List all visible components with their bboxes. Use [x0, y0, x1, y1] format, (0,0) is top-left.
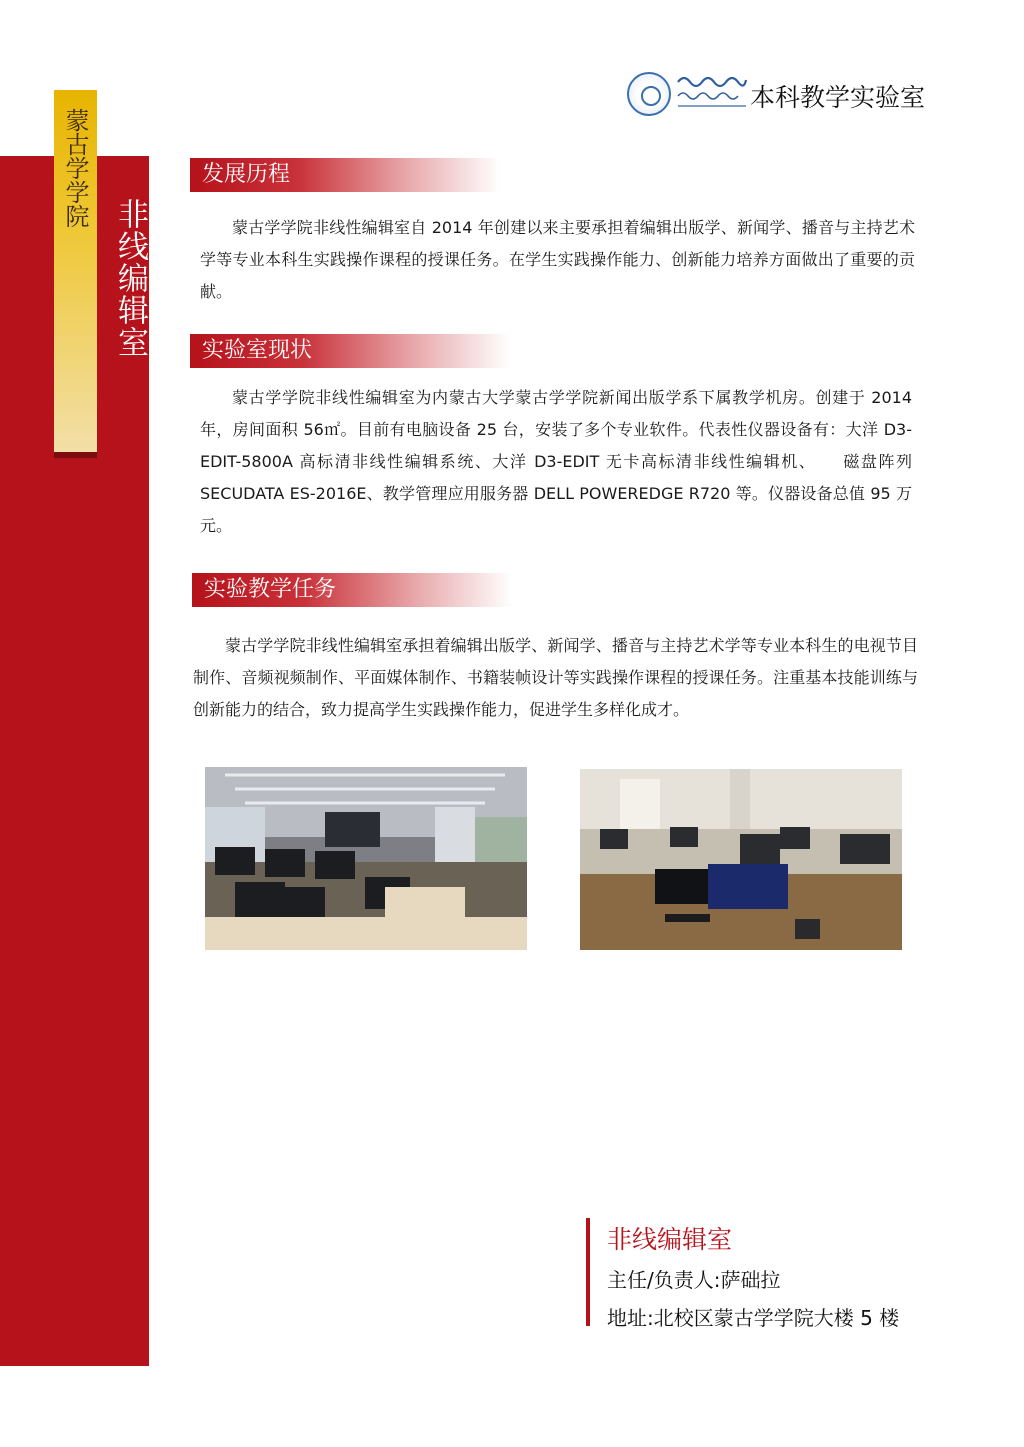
section-body-status: 蒙古学学院非线性编辑室为内蒙古大学蒙古学学院新闻出版学系下属教学机房。创建于 2014 年，房间面积 56㎡。目前有电脑设备 25 台，安装了多个专业软件。代表性仪器设备有：大洋 D3-EDIT-5800A 高标清非线性编辑系统、大洋 D3-EDIT 无卡高标清非线性编辑机、 磁盘阵列 SECUDATA ES-2016E、教学管理应用服务器 DELL POWEREDGE R720 等。仪器设备总值 95 万元。	[200, 388, 912, 535]
section-body-history: 蒙古学学院非线性编辑室自 2014 年创建以来主要承担着编辑出版学、新闻学、播音与主持艺术学等专业本科生实践操作课程的授课任务。在学生实践操作能力、创新能力培养方面做出了重要的贡献。	[200, 218, 915, 301]
college-name-vertical: 蒙古学学院	[61, 108, 89, 228]
header-title: 本科教学实验室	[750, 83, 926, 112]
contact-address: 地址:北校区蒙古学学院大楼 5 楼	[607, 1306, 900, 1330]
lab-name-vertical: 非线编辑室	[112, 198, 148, 358]
section-body-tasks: 蒙古学学院非线性编辑室承担着编辑出版学、新闻学、播音与主持艺术学等专业本科生的电视节目制作、音频视频制作、平面媒体制作、书籍装帧设计等实践操作课程的授课任务。注重基本技能训练与创新能力的结合，致力提高学生实践操作能力，促进学生多样化成才。	[193, 636, 918, 719]
section-heading-history: 发展历程	[190, 158, 500, 192]
contact-director: 主任/负责人:萨础拉	[607, 1268, 781, 1292]
computer-lab-photo-1	[205, 767, 527, 950]
section-heading-status: 实验室现状	[190, 334, 510, 368]
university-seal-icon	[627, 72, 671, 116]
university-script-logo	[676, 72, 748, 112]
contact-lab-name: 非线编辑室	[607, 1225, 733, 1254]
computer-lab-photo-2	[580, 769, 902, 950]
contact-accent-line	[586, 1218, 590, 1326]
section-heading-tasks: 实验教学任务	[192, 573, 512, 607]
